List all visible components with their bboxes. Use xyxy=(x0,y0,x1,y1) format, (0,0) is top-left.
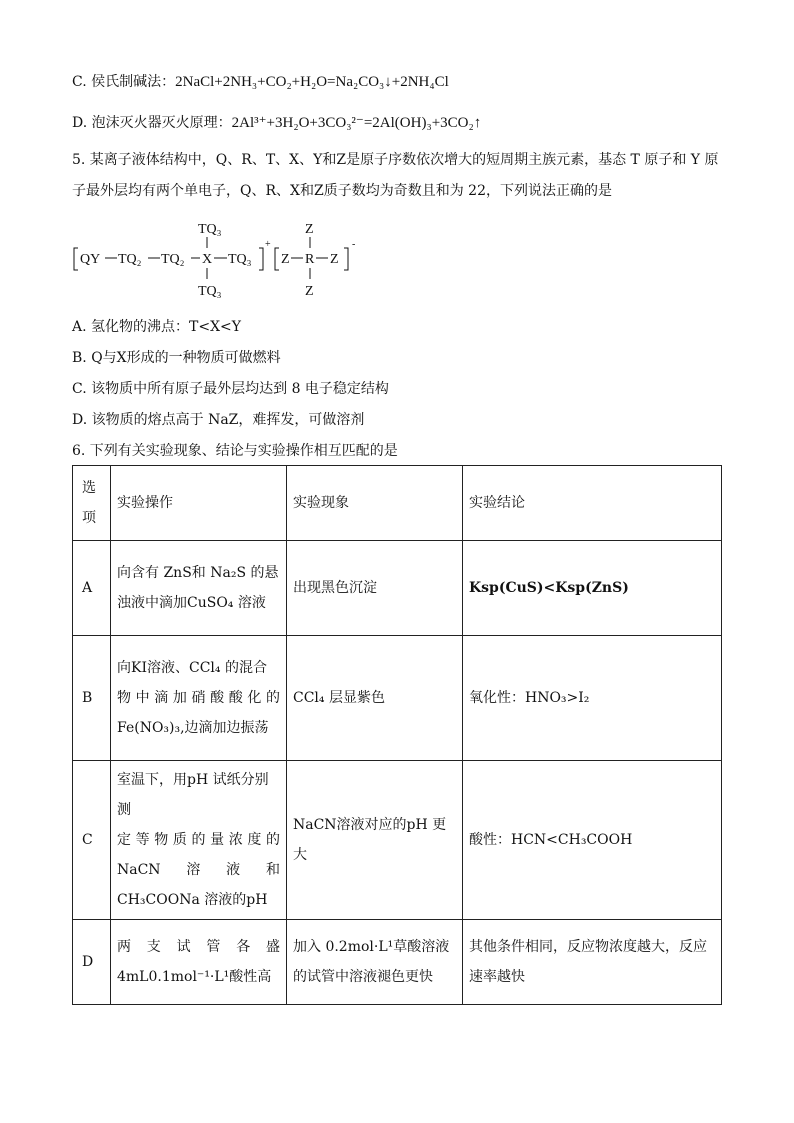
row-phenomenon-line: CCl₄ 层显紫色 xyxy=(293,690,385,706)
anion-ligand-right: Z xyxy=(330,252,339,267)
anion-ligand-bottom: Z xyxy=(305,284,314,299)
table-row xyxy=(73,920,722,1005)
row-operation xyxy=(111,636,287,761)
cation-charge: + xyxy=(265,239,271,250)
option-d-prefix: D. 泡沫灭火器灭火原理： xyxy=(72,115,232,131)
cation-chain-4: TQ₃ xyxy=(228,252,252,267)
row-option: D xyxy=(73,920,111,1005)
row-phenomenon-line: 大 xyxy=(293,847,307,863)
cation-chain-0: QY xyxy=(80,252,101,267)
table-header-row xyxy=(73,466,722,541)
row-operation-line: 定等物质的量浓度的 xyxy=(117,832,280,848)
row-option: C xyxy=(73,761,111,920)
row-operation-line: 室温下，用pH 试纸分别测 xyxy=(117,772,269,818)
row-conclusion xyxy=(463,920,722,1005)
row-phenomenon xyxy=(287,636,463,761)
cation-chain-2: TQ₂ xyxy=(161,252,185,267)
cation-bracket-right xyxy=(259,248,263,270)
table-row xyxy=(73,636,722,761)
row-phenomenon-line: 出现黑色沉淀 xyxy=(293,580,377,596)
q5-stem-line1: 5. 某离子液体结构中，Q、R、T、X、Y和Z是原子序数依次增大的短周期主族元素，基态 T 原子和 Y 原 xyxy=(72,152,719,168)
row-conclusion-line: 酸性：HCN<CH₃COOH xyxy=(469,832,633,848)
anion-bracket-left xyxy=(275,248,279,270)
q5-stem-line2: 子最外层均有两个单电子，Q、R、X和Z质子数均为奇数且和为 22，下列说法正确的是 xyxy=(72,183,612,199)
q5-option-d: D. 该物质的熔点高于 NaZ，难挥发，可做溶剂 xyxy=(72,412,365,428)
row-phenomenon xyxy=(287,541,463,636)
row-conclusion-line: Ksp(CuS)<Ksp(ZnS) xyxy=(469,580,629,596)
row-conclusion-line: 其他条件相同，反应物浓度越大，反应 xyxy=(469,939,707,955)
q5-option-c: C. 该物质中所有原子最外层均达到 8 电子稳定结构 xyxy=(72,381,389,397)
row-phenomenon-line: NaCN溶液对应的pH 更 xyxy=(293,817,447,833)
row-phenomenon-line: 的试管中溶液褪色更快 xyxy=(293,969,433,985)
row-operation-line: 物中滴加硝酸酸化的 xyxy=(117,690,280,706)
header-operation: 实验操作 xyxy=(111,466,287,541)
row-option: B xyxy=(73,636,111,761)
row-conclusion-line: 速率越快 xyxy=(469,969,525,985)
row-phenomenon xyxy=(287,920,463,1005)
row-operation xyxy=(111,761,287,920)
cation-bracket-left xyxy=(74,248,78,270)
cation-top: TQ₃ xyxy=(198,222,222,237)
row-operation-line: Fe(NO₃)₃,边滴加边振荡 xyxy=(117,720,269,736)
header-conclusion: 实验结论 xyxy=(463,466,722,541)
table-row xyxy=(73,541,722,636)
row-conclusion xyxy=(463,636,722,761)
row-operation-line: 两支试管各盛 xyxy=(117,939,280,955)
cation-center: X xyxy=(202,252,213,267)
option-c-equation: 2NaCl+2NH₃+CO₂+H₂O=Na₂CO₃↓+2NH₄Cl xyxy=(175,74,449,90)
header-option xyxy=(73,466,111,541)
q6-stem: 6. 下列有关实验现象、结论与实验操作相互匹配的是 xyxy=(72,443,398,459)
row-conclusion xyxy=(463,761,722,920)
row-conclusion-line: 氧化性：HNO₃>I₂ xyxy=(469,690,590,706)
row-operation-line: 向含有 ZnS和 Na₂S 的悬 xyxy=(117,565,279,581)
table-row xyxy=(73,761,722,920)
row-conclusion xyxy=(463,541,722,636)
row-operation-line: NaCN溶液和 xyxy=(117,862,280,878)
row-operation xyxy=(111,920,287,1005)
row-operation-line: CH₃COONa 溶液的pH xyxy=(117,892,268,908)
header-phenomenon: 实验现象 xyxy=(287,466,463,541)
anion-charge: - xyxy=(352,239,356,250)
header-option-line1: 选 xyxy=(82,480,96,496)
row-operation-line: 浊液中滴加CuSO₄ 溶液 xyxy=(117,595,266,611)
row-operation xyxy=(111,541,287,636)
row-option: A xyxy=(73,541,111,636)
option-c-line xyxy=(72,72,449,92)
row-operation-line: 4mL0.1mol⁻¹·L¹酸性高 xyxy=(117,969,272,985)
anion-ligand-top: Z xyxy=(305,222,314,237)
row-operation-line: 向KI溶液、CCl₄ 的混合 xyxy=(117,660,267,676)
q5-option-b: B. Q与X形成的一种物质可做燃料 xyxy=(72,350,281,366)
header-option-line2: 项 xyxy=(82,510,96,526)
q5-option-a: A. 氢化物的沸点：T<X<Y xyxy=(72,319,242,335)
option-d-line xyxy=(72,113,481,133)
ionic-liquid-structure xyxy=(72,214,372,304)
cation-bottom: TQ₃ xyxy=(198,284,222,299)
experiment-table xyxy=(72,465,722,1005)
option-d-equation: 2Al³⁺+3H₂O+3CO₃²⁻=2Al(OH)₃+3CO₂↑ xyxy=(231,115,482,131)
cation-chain-1: TQ₂ xyxy=(118,252,142,267)
anion-ligand-left: Z xyxy=(281,252,290,267)
option-c-prefix: C. 侯氏制碱法： xyxy=(72,74,176,90)
row-phenomenon-line: 加入 0.2mol·L¹草酸溶液 xyxy=(293,939,450,955)
anion-bracket-right xyxy=(344,248,348,270)
anion-center: R xyxy=(305,252,315,267)
row-phenomenon xyxy=(287,761,463,920)
